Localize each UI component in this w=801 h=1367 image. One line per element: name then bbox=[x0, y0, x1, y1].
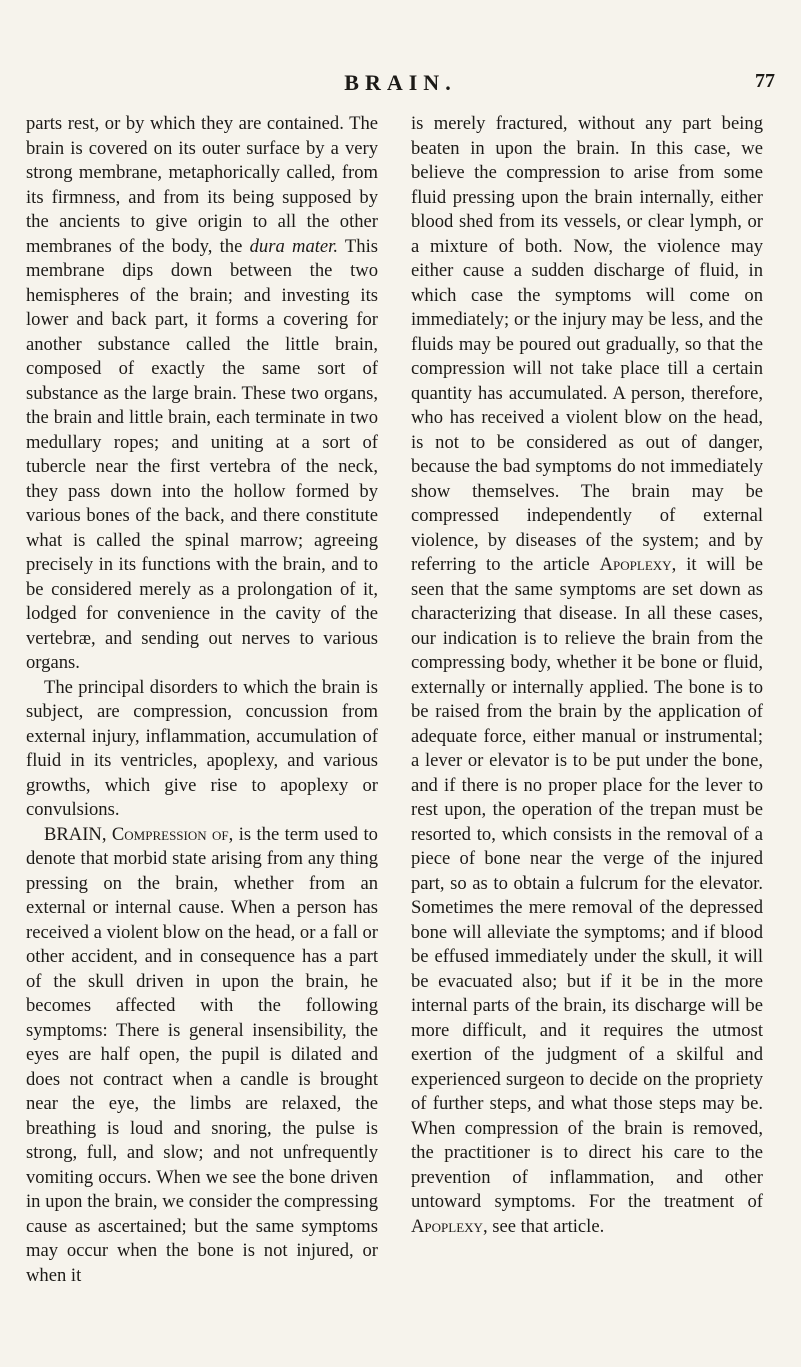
entry-brain-compression bbox=[26, 823, 378, 1289]
paragraph-disorders: The principal disorders to which the brain is subject, are compression, concussion from external injury, inflammation, accumulation of fluid in its ventricles, apoplexy, and various growths, which give rise to apoplexy or convulsions. bbox=[26, 676, 378, 820]
italic-term-dura-mater: dura mater. bbox=[249, 235, 338, 257]
text-run: parts rest, or by which they are contained. The brain is covered on its outer surface by a very strong membrane, metaphorically called, from its firmness, and from its being supposed by the ancients to give origin to all the other membranes of the body, the bbox=[26, 113, 378, 257]
text-run: , see that article. bbox=[482, 1215, 605, 1237]
text-run: This membrane dips down between the two hemispheres of the brain; and investing its lower and back part, it forms a covering for another substance called the little brain, composed of exactly the same sort of substance as the large brain. These two organs, the brain and little brain, each terminate in two medullary ropes; and uniting at a sort of tubercle near the first vertebra of the neck, they pass down into the hollow formed by various bones of the back, and there constitute what is called the spinal marrow; agreeing precisely in its functions with the brain, and to be considered merely as a prolongation of it, lodged for convenience in the cavity of the vertebræ, and sending out nerves to various organs. bbox=[26, 235, 378, 673]
page-number: 77 bbox=[755, 70, 775, 92]
text-run: is merely fractured, without any part being beaten in upon the brain. In this case, we believe the compression to arise from some fluid pressing upon the brain internally, either blood shed from its vessels, or clear lymph, or a mixture of both. Now, the violence may either cause a sudden discharge of fluid, in which case the symptoms will come on immediately; or the injury may be less, and the fluids may be poured out gradually, so that the compression will not take place till a certain quantity has accumulated. A person, therefore, who has received a violent blow on the head, is not to be considered as out of danger, because the bad symptoms do not immediately show themselves. The brain may be compressed independently of external violence, by diseases of the system; and by referring to the article bbox=[411, 113, 763, 575]
text-run: , is the term used to denote that morbid state arising from any thing pressing on the brain, whether from an external or internal cause. When a person has received a violent blow on the head, or a fall or other accident, and in consequence has a part of the skull driven in upon the brain, he becomes affected with the following symptoms: There is general insensibility, the eyes are half open, the pupil is dilated and does not contract when a candle is brought near the eye, the limbs are relaxed, the breathing is loud and snoring, the pulse is strong, full, and slow; and not unfrequently vomiting occurs. When we see the bone driven in upon the brain, we consider the compressing cause as ascertained; but the same symptoms may occur when the bone is not injured, or when it bbox=[26, 823, 378, 1286]
cross-reference-apoplexy: Apoplexy bbox=[599, 554, 672, 575]
entry-headword: BRAIN, bbox=[44, 823, 112, 845]
left-column bbox=[26, 112, 378, 1288]
running-head: BRAIN. bbox=[344, 70, 457, 95]
right-column bbox=[411, 112, 763, 1239]
paragraph-continuation bbox=[411, 112, 763, 1239]
cross-reference-apoplexy: Apoplexy bbox=[411, 1215, 483, 1237]
text-run: , it will be seen that the same symptoms are set down as characterizing that disease. In all these cases, our indication is to relieve the brain from the compressing body, whether it be bone or fluid, externally or internally applied. The bone is to be raised from the brain by the application of adequate force, either manual or instrumental; a lever or elevator is to be put under the bone, and if there is no proper place for the lever to rest upon, the operation of the trepan must be resorted to, which consists in the removal of a piece of bone near the verge of the injured part, so as to obtain a fulcrum for the elevator. Sometimes the mere removal of the depressed bone will alleviate the symptoms; and if blood be effused immediately under the skull, it will be evacuated also; but if it be in the more internal parts of the brain, its discharge will be more difficult, and it requires the utmost exertion of the judgment of a skilful and experienced surgeon to decide on the propriety of further steps, and what those steps may be. When compression of the brain is removed, the practitioner is to direct his care to the prevention of inflammation, and other untoward symptoms. For the treatment of bbox=[411, 554, 763, 1212]
paragraph-anatomy bbox=[26, 112, 378, 676]
page-header bbox=[0, 70, 801, 100]
entry-subheading: Compression of bbox=[111, 823, 229, 845]
